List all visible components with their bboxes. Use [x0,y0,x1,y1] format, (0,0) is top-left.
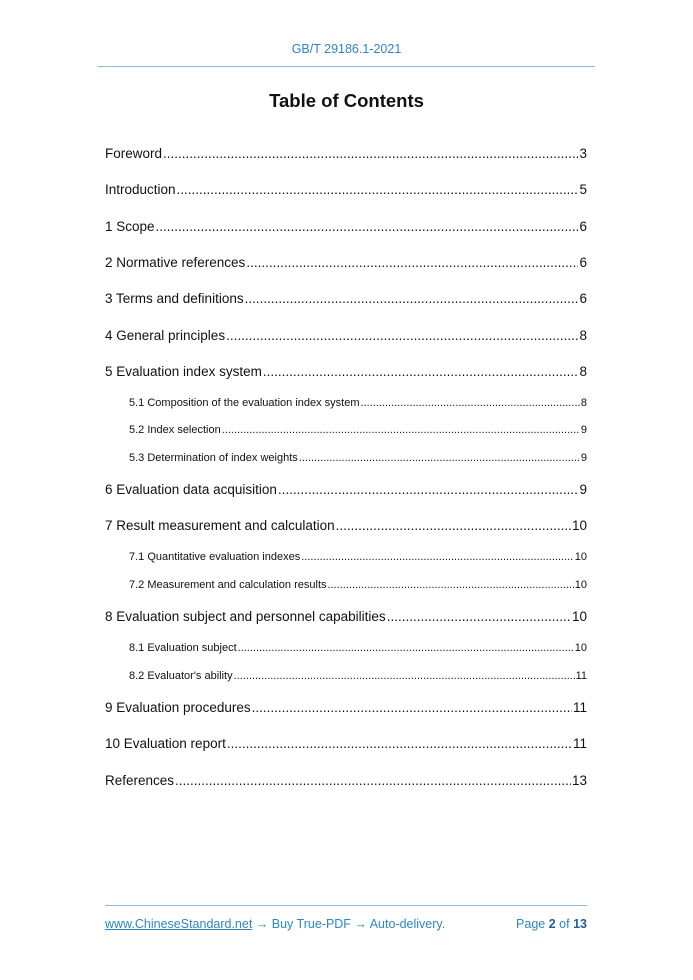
toc-subentry[interactable] [129,670,587,682]
toc-entry[interactable] [105,700,587,715]
toc-entry-page: 3 [579,146,587,161]
toc-entry-label: 6 Evaluation data acquisition [105,482,277,497]
toc-entry[interactable] [105,255,587,270]
toc-subentry[interactable] [129,642,587,654]
toc-entry-label: 3 Terms and definitions [105,291,244,306]
toc-entry-page: 10 [574,551,587,563]
toc-entry-label: 4 General principles [105,328,226,343]
header-divider [98,66,595,67]
toc-entry-page: 10 [574,642,587,654]
toc-entry-label: Introduction [105,182,176,197]
current-page: 2 [548,917,556,931]
footer-divider [105,905,587,906]
toc-entry-page: 6 [579,291,587,306]
toc-entry-page: 11 [575,670,587,682]
toc-entry-page: 8 [580,397,587,409]
page-indicator: Page 2 of 13 [516,917,587,931]
toc-subentry[interactable] [129,397,587,409]
toc-entry[interactable] [105,146,587,161]
toc-entry-page: 10 [571,518,587,533]
document-code: GB/T 29186.1-2021 [291,42,402,56]
toc-entry-label: 5.1 Composition of the evaluation index system [129,397,360,409]
toc-entry-page: 13 [571,773,587,788]
toc-entry-label: 2 Normative references [105,255,246,270]
toc-entry-label: 8.1 Evaluation subject [129,642,237,654]
toc-entry-label: 5 Evaluation index system [105,364,262,379]
footer-tagline: → Buy True-PDF → Auto-delivery. [252,917,446,931]
toc-entry-page: 6 [579,219,587,234]
toc-subentry[interactable] [129,452,587,464]
toc-entry[interactable] [105,291,587,306]
toc-entry[interactable] [105,482,587,497]
toc-entry-label: 7.1 Quantitative evaluation indexes [129,551,301,563]
toc-entry-label: 1 Scope [105,219,155,234]
toc-entry-page: 5 [579,182,587,197]
toc-subentry[interactable] [129,551,587,563]
toc-entry-label: 10 Evaluation report [105,736,226,751]
toc-entry-label: References [105,773,175,788]
toc-entry-page: 10 [571,609,587,624]
toc-subentry[interactable] [129,424,587,436]
toc-entry[interactable] [105,609,587,624]
website-link[interactable]: www.ChineseStandard.net [105,917,253,931]
toc-entry-page: 9 [580,424,587,436]
toc-entry[interactable] [105,219,587,234]
toc-entry-label: 8 Evaluation subject and personnel capabilities [105,609,386,624]
toc-entry[interactable] [105,736,587,751]
toc-entry-label: 7.2 Measurement and calculation results [129,579,327,591]
toc-entry-page: 9 [579,482,587,497]
toc-entry-label: Foreword [105,146,163,161]
toc-entry[interactable] [105,518,587,533]
toc-entry-page: 8 [579,364,587,379]
toc-entry-page: 11 [572,700,587,715]
toc-entry-page: 10 [574,579,587,591]
toc-subentry[interactable] [129,579,587,591]
page-title: Table of Contents [269,90,424,111]
toc-entry[interactable] [105,364,587,379]
toc-entry[interactable] [105,328,587,343]
toc-entry-page: 9 [580,452,587,464]
toc-entry[interactable] [105,773,587,788]
toc-entry-label: 9 Evaluation procedures [105,700,251,715]
toc-entry-label: 8.2 Evaluator's ability [129,670,233,682]
toc-entry-page: 11 [572,736,587,751]
footer-promo [105,917,445,931]
toc-entry-page: 8 [579,328,587,343]
toc-entry-label: 5.3 Determination of index weights [129,452,298,464]
toc-entry-label: 7 Result measurement and calculation [105,518,335,533]
toc-entry-page: 6 [579,255,587,270]
page-footer [105,917,587,931]
toc-entry-label: 5.2 Index selection [129,424,221,436]
toc-entry[interactable] [105,182,587,197]
total-pages: 13 [573,917,587,931]
